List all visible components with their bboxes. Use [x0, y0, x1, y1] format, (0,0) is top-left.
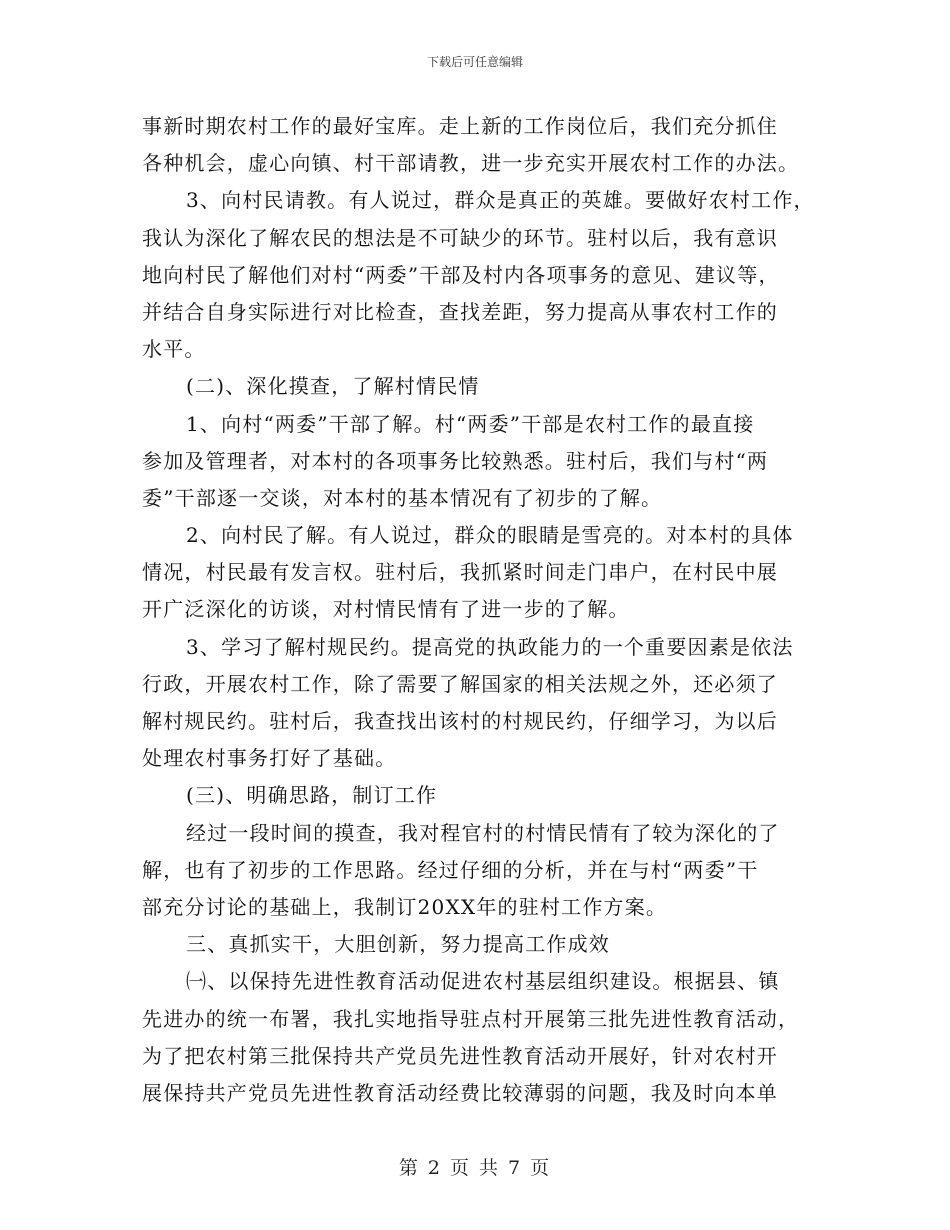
text-line: 参加及管理者，对本村的各项事务比较熟悉。驻村后，我们与村“两	[142, 448, 769, 473]
paragraph-start-line: 3、向村民请教。有人说过，群众是真正的英雄。要做好农村工作，	[186, 188, 815, 213]
text-line: 地向村民了解他们对村“两委”干部及村内各项事务的意见、建议等，	[142, 262, 780, 287]
section-heading: (三)、明确思路，制订工作	[186, 783, 438, 808]
text-line: 并结合自身实际进行对比检查，查找差距，努力提高从事农村工作的	[142, 299, 778, 324]
text-line: 先进办的统一布署，我扎实地指导驻点村开展第三批先进性教育活动，	[142, 1006, 800, 1031]
text-line: 展保持共产党员先进性教育活动经费比较薄弱的问题，我及时向本单	[142, 1080, 778, 1105]
text-line: 为了把农村第三批保持共产党员先进性教育活动开展好，针对农村开	[142, 1043, 778, 1068]
page-number-footer: 第 2 页 共 7 页	[398, 1157, 552, 1179]
paragraph-start-line: 经过一段时间的摸查，我对程官村的村情民情有了较为深化的了	[186, 820, 780, 845]
paragraph-start-line: 1、向村“两委”干部了解。村“两委”干部是农村工作的最直接	[186, 411, 755, 436]
text-line: 开广泛深化的访谈，对村情民情有了进一步的了解。	[142, 597, 630, 622]
text-line: 水平。	[142, 337, 206, 362]
text-line: 我认为深化了解农民的想法是不可缺少的环节。驻村以后，我有意识	[142, 225, 778, 250]
text-line: 各种机会，虚心向镇、村干部请教，进一步充实开展农村工作的办法。	[142, 151, 800, 176]
body-text	[142, 108, 822, 1112]
text-line: 解，也有了初步的工作思路。经过仔细的分析，并在与村“两委”干	[142, 857, 759, 882]
paragraph-start-line: 3、学习了解村规民约。提高党的执政能力的一个重要因素是依法	[186, 634, 794, 659]
text-line: 解村规民约。驻村后，我查找出该村的村规民约，仔细学习，为以后	[142, 709, 778, 733]
text-line: 委”干部逐一交谈，对本村的基本情况有了初步的了解。	[142, 485, 663, 510]
page-header-note: 下载后可任意编辑	[426, 55, 523, 69]
text-line: 情况，村民最有发言权。驻村后，我抓紧时间走门串户，在村民中展	[142, 560, 778, 585]
section-heading: 三、真抓实干，大胆创新，努力提高工作成效	[186, 932, 610, 957]
paragraph-start-line: 2、向村民了解。有人说过，群众的眼睛是雪亮的。对本村的具体	[186, 523, 794, 548]
text-line: 处理农村事务打好了基础。	[142, 746, 397, 771]
text-line: 事新时期农村工作的最好宝库。走上新的工作岗位后，我们充分抓住	[142, 114, 778, 138]
text-line: 部充分讨论的基础上，我制订20XX年的驻村工作方案。	[142, 894, 668, 919]
paragraph-start-line: ㈠、以保持先进性教育活动促进农村基层组织建设。根据县、镇	[186, 969, 780, 994]
text-line: 行政，开展农村工作，除了需要了解国家的相关法规之外，还必须了	[142, 671, 778, 696]
section-heading: (二)、深化摸查，了解村情民情	[186, 374, 480, 399]
